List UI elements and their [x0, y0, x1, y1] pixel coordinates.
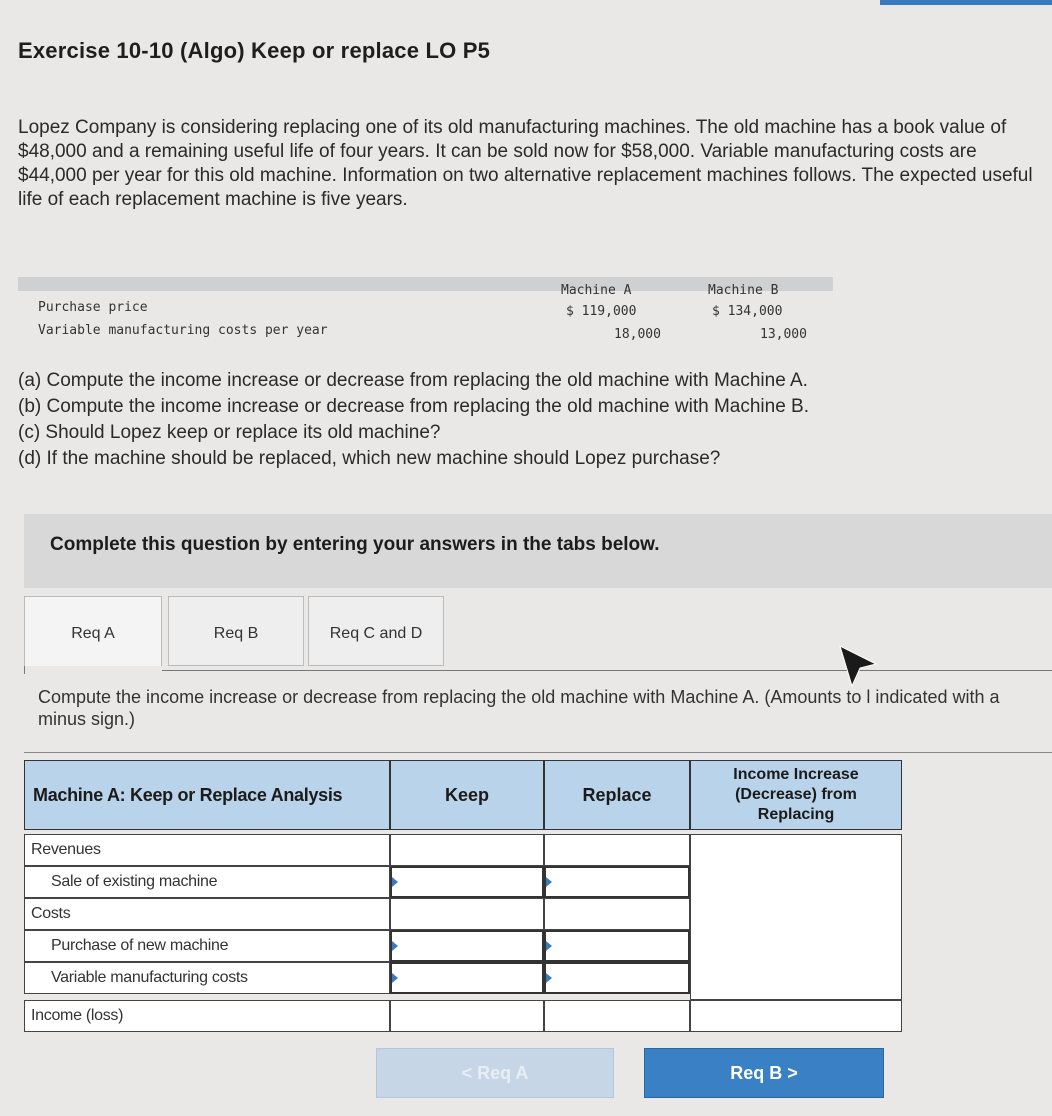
- input-marker-icon: [546, 877, 552, 887]
- variable-costs-keep-input[interactable]: [390, 962, 544, 994]
- input-marker-icon: [392, 973, 398, 983]
- mouse-cursor-icon: [838, 644, 878, 696]
- next-req-b-button[interactable]: Req B >: [644, 1048, 884, 1098]
- sale-existing-replace-field[interactable]: [546, 868, 688, 896]
- row-label-sale-existing-machine: Sale of existing machine: [24, 866, 390, 898]
- revenues-keep-cell: [390, 834, 544, 866]
- tab-req-c-d-label: Req C and D: [329, 625, 423, 642]
- row-label-costs: Costs: [24, 898, 390, 930]
- variable-cost-label: Variable manufacturing costs per year: [38, 323, 328, 338]
- keep-replace-analysis-table: [24, 760, 902, 1036]
- input-marker-icon: [546, 941, 552, 951]
- row-label-purchase-new-machine: Purchase of new machine: [24, 930, 390, 962]
- table-row: [24, 930, 902, 962]
- top-accent-strip: [880, 0, 1052, 5]
- variable-costs-replace-field[interactable]: [546, 964, 688, 992]
- purchase-new-keep-input[interactable]: [390, 930, 544, 962]
- instruction-text: Complete this question by entering your answers in the tabs below.: [50, 534, 660, 555]
- purchase-new-replace-field[interactable]: [546, 932, 688, 960]
- revenues-replace-cell: [544, 834, 690, 866]
- row-label-variable-manufacturing-costs: Variable manufacturing costs: [24, 962, 390, 994]
- table-row: [24, 962, 902, 994]
- machine-b-header: Machine B: [708, 283, 779, 298]
- purchase-new-replace-input[interactable]: [544, 930, 690, 962]
- income-replace-cell: [544, 1000, 690, 1032]
- sale-existing-keep-field[interactable]: [392, 868, 542, 896]
- table-row: [24, 834, 902, 866]
- prompt-divider: [24, 752, 1052, 753]
- req-a-prompt: Compute the income increase or decrease from replacing the old machine with Machine A. (Amounts to l indicated with a minus sign.): [38, 687, 1000, 729]
- machine-a-variable-cost: 18,000: [614, 327, 661, 342]
- instruction-box: [24, 514, 1052, 588]
- tab-req-a-label: Req A: [71, 625, 115, 642]
- row-label-revenues: Revenues: [24, 834, 390, 866]
- purchase-price-label: Purchase price: [38, 300, 148, 315]
- input-marker-icon: [546, 973, 552, 983]
- costs-replace-cell: [544, 898, 690, 930]
- tab-req-b[interactable]: [168, 596, 304, 666]
- tab-divider-left: [24, 666, 25, 674]
- machine-b-price: $ 134,000: [712, 304, 783, 319]
- income-keep-cell: [390, 1000, 544, 1032]
- machine-b-variable-cost: 13,000: [760, 327, 807, 342]
- input-marker-icon: [392, 941, 398, 951]
- tab-req-c-d[interactable]: [308, 596, 444, 666]
- sale-existing-replace-input[interactable]: [544, 866, 690, 898]
- purchase-new-keep-field[interactable]: [392, 932, 542, 960]
- problem-intro: Lopez Company is considering replacing one of its old manufacturing machines. The old machine has a book value of $48,000 and a remaining useful life of four years. It can be sold now for $58,000. Variable manufacturing costs are $44,000 per year for this old machine. Information on two alternative replacement machines follows. The expected useful life of each replacement machine is five years.: [18, 117, 1033, 210]
- tab-divider: [162, 670, 1052, 671]
- income-difference-cell: [690, 1000, 902, 1032]
- prev-req-a-button[interactable]: < Req A: [376, 1048, 614, 1098]
- machine-a-price: $ 119,000: [566, 304, 637, 319]
- variable-costs-replace-input[interactable]: [544, 962, 690, 994]
- page-title: Exercise 10-10 (Algo) Keep or replace LO P5: [18, 38, 491, 63]
- variable-costs-keep-field[interactable]: [392, 964, 542, 992]
- machine-a-header: Machine A: [561, 283, 632, 298]
- costs-keep-cell: [390, 898, 544, 930]
- question-c: (c) Should Lopez keep or replace its old machine?: [18, 422, 441, 443]
- question-b: (b) Compute the income increase or decrease from replacing the old machine with Machine B.: [18, 396, 809, 417]
- question-a: (a) Compute the income increase or decrease from replacing the old machine with Machine A.: [18, 370, 808, 391]
- question-d: (d) If the machine should be replaced, which new machine should Lopez purchase?: [18, 448, 721, 469]
- table-row: [24, 1000, 902, 1032]
- sale-existing-keep-input[interactable]: [390, 866, 544, 898]
- replace-column-header: Replace: [544, 760, 690, 830]
- tab-req-b-label: Req B: [213, 625, 259, 642]
- tab-req-a[interactable]: [24, 596, 162, 666]
- input-marker-icon: [392, 877, 398, 887]
- row-label-income-loss: Income (loss): [24, 1000, 390, 1032]
- table-row: [24, 898, 902, 930]
- keep-column-header: Keep: [390, 760, 544, 830]
- analysis-header-label: Machine A: Keep or Replace Analysis: [24, 760, 390, 830]
- machine-info-table: [18, 277, 833, 347]
- table-row: [24, 866, 902, 898]
- income-increase-column-header: Income Increase (Decrease) from Replacing: [690, 760, 902, 830]
- question-list: [18, 368, 1038, 472]
